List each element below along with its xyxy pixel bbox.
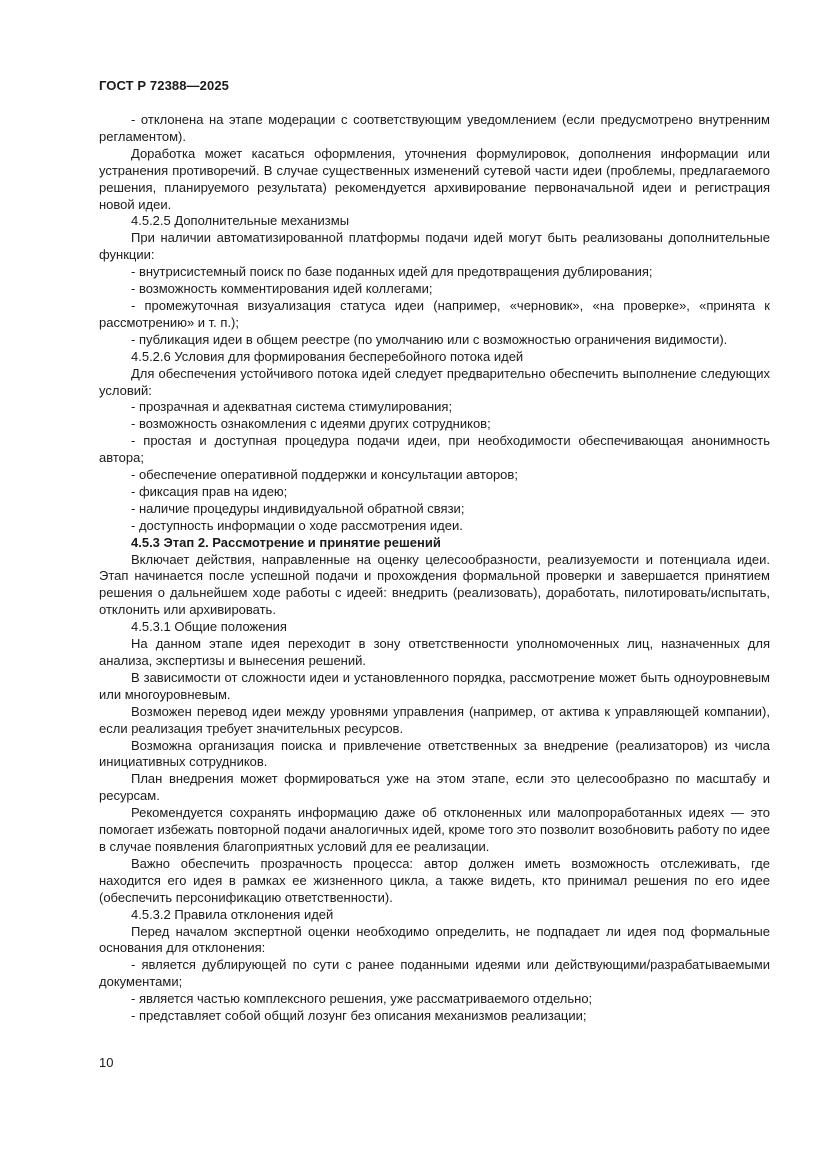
body-paragraph: - промежуточная визуализация статуса идеи (например, «черновик», «на проверке», «принята к рассмотрению» и т. п.); — [99, 297, 770, 330]
body-paragraph: При наличии автоматизированной платформы подачи идей могут быть реализованы дополнительные функции: — [99, 230, 770, 263]
page-number: 10 — [99, 1055, 114, 1070]
body-paragraph: В зависимости от сложности идеи и установленного порядка, рассмотрение может быть одноуровневым или многоуровневым. — [99, 669, 770, 702]
body-paragraph: - возможность ознакомления с идеями других сотрудников; — [131, 416, 491, 432]
body-paragraph: - внутрисистемный поиск по базе поданных идей для предотвращения дублирования; — [131, 264, 653, 280]
document-body — [99, 112, 770, 1025]
body-paragraph: - является дублирующей по сути с ранее поданными идеями или действующими/разрабатываемыми документами; — [99, 957, 770, 990]
body-paragraph: На данном этапе идея переходит в зону ответственности уполномоченных лиц, назначенных для анализа, экспертизы и вынесения решений. — [99, 636, 770, 668]
body-paragraph: Возможен перевод идеи между уровнями управления (например, от актива к управляющей компании), если реализация требует значительных ресурсов. — [99, 703, 770, 736]
body-paragraph: Доработка может касаться оформления, уточнения формулировок, дополнения информации или устранения противоречий. В случае существенных изменений сутевой части идеи (проблемы, предлагаемого решения, планируемого результата) рекомендуется архивирование первоначальной идеи и регистрация новой идеи. — [99, 145, 770, 212]
body-paragraph: - представляет собой общий лозунг без описания механизмов реализации; — [131, 1008, 587, 1024]
body-paragraph: 4.5.2.6 Условия для формирования бесперебойного потока идей — [131, 348, 524, 364]
body-paragraph: - фиксация прав на идею; — [131, 483, 288, 499]
body-paragraph: Перед началом экспертной оценки необходимо определить, не подпадает ли идея под формальные основания для отклонения: — [99, 923, 770, 956]
body-paragraph: План внедрения может формироваться уже на этом этапе, если это целесообразно по масштабу и ресурсам. — [99, 771, 770, 804]
body-paragraph: 4.5.3.2 Правила отклонения идей — [131, 906, 334, 922]
body-paragraph: Важно обеспечить прозрачность процесса: автор должен иметь возможность отслеживать, где находится его идея в рамках ее жизненного цикла, а также видеть, кто принимал решения по его идее (обеспечить персонификацию ответственности). — [99, 855, 770, 905]
body-paragraph: - наличие процедуры индивидуальной обратной связи; — [131, 500, 465, 516]
body-paragraph: Возможна организация поиска и привлечение ответственных за внедрение (реализаторов) из числа инициативных сотрудников. — [99, 737, 770, 770]
body-paragraph: - является частью комплексного решения, уже рассматриваемого отдельно; — [131, 991, 593, 1007]
body-paragraph: - публикация идеи в общем реестре (по умолчанию или с возможностью ограничения видимости). — [131, 331, 728, 347]
body-paragraph: - отклонена на этапе модерации с соответствующим уведомлением (если предусмотрено внутренним регламентом). — [99, 112, 770, 144]
body-paragraph: - доступность информации о ходе рассмотрения идеи. — [131, 517, 463, 533]
section-heading: 4.5.3 Этап 2. Рассмотрение и принятие решений — [131, 534, 441, 550]
body-paragraph: Включает действия, направленные на оценку целесообразности, реализуемости и потенциала идеи. Этап начинается после успешной подачи и прохождения формальной проверки и завершается принятием решения о дальнейшем ходе работы с идеей: внедрить (реализовать), доработать, пилотировать/испытать, отклонить или архивировать. — [99, 551, 770, 618]
document-code-header: ГОСТ Р 72388—2025 — [99, 78, 229, 93]
body-paragraph: Рекомендуется сохранять информацию даже об отклоненных или малопроработанных идеях — это помогает избежать повторной подачи аналогичных идей, кроме того это позволит возобновить работу по идее в случае появления благоприятных условий для ее реализации. — [99, 805, 770, 854]
body-paragraph: Для обеспечения устойчивого потока идей следует предварительно обеспечить выполнение следующих условий: — [99, 365, 770, 398]
body-paragraph: - возможность комментирования идей коллегами; — [131, 281, 433, 297]
body-paragraph: - обеспечение оперативной поддержки и консультации авторов; — [131, 467, 518, 483]
body-paragraph: 4.5.2.5 Дополнительные механизмы — [131, 213, 350, 229]
body-paragraph: - прозрачная и адекватная система стимулирования; — [131, 399, 453, 415]
body-paragraph: - простая и доступная процедура подачи идеи, при необходимости обеспечивающая анонимность автора; — [99, 433, 770, 466]
body-paragraph: 4.5.3.1 Общие положения — [131, 619, 287, 635]
